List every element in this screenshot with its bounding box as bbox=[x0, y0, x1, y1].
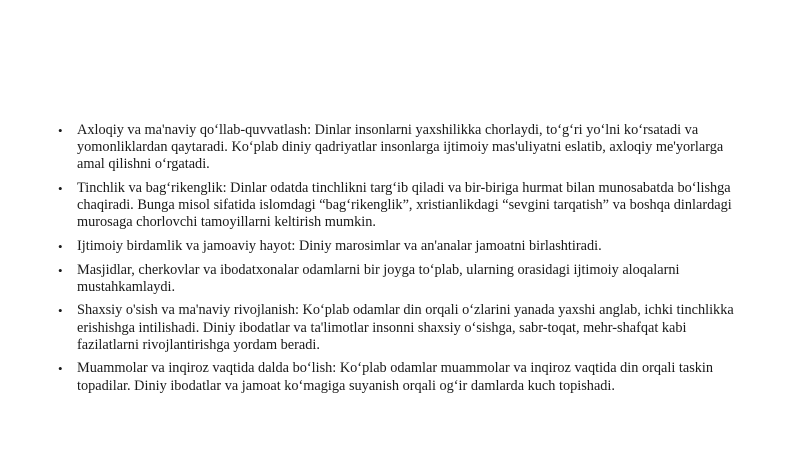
list-item bbox=[58, 238, 738, 255]
bullet-icon: • bbox=[58, 303, 63, 319]
list-item-text: Ijtimoiy birdamlik va jamoaviy hayot: Diniy marosimlar va an'analar jamoatni birlashtiradi. bbox=[77, 238, 602, 254]
list-item bbox=[58, 180, 738, 232]
list-item bbox=[58, 302, 738, 354]
list-item-text: Muammolar va inqiroz vaqtida dalda bo‘lish: Ko‘plab odamlar muammolar va inqiroz vaqtida din orqali taskin topadilar. Diniy ibodatlar va jamoat ko‘magiga suyanish orqali og‘ir damlarda kuch topishadi. bbox=[77, 360, 714, 394]
list-item bbox=[58, 122, 738, 174]
list-item bbox=[58, 360, 738, 394]
bullet-icon: • bbox=[58, 239, 63, 254]
list-item bbox=[58, 262, 738, 296]
bullet-icon: • bbox=[58, 361, 63, 377]
list-item-text: Tinchlik va bag‘rikenglik: Dinlar odatda tinchlikni targ‘ib qiladi va bir-biriga hurmat bilan munosabatda bo‘lishga chaqiradi. Bunga misol sifatida islomdagi “bag‘rikenglik”, xristianlikdagi “sevgini tarqatish” va boshqa dinlardagi murosaga chorlovchi tamoyillarni keltirish mumkin. bbox=[77, 180, 732, 231]
bullet-icon: • bbox=[58, 181, 63, 196]
bullet-icon: • bbox=[58, 123, 63, 138]
list-item-text: Axloqiy va ma'naviy qo‘llab-quvvatlash: Dinlar insonlarni yaxshilikka chorlaydi, to‘g‘ri yo‘lni ko‘rsatadi va yomonliklardan qaytaradi. Ko‘plab diniy qadriyatlar insonlarga ijtimoiy mas'uliyatni eslatib, axloqiy me'yorlarga amal qilishni o‘rgatadi. bbox=[77, 122, 724, 173]
bullet-list bbox=[58, 122, 738, 401]
list-item-text: Shaxsiy o'sish va ma'naviy rivojlanish: Ko‘plab odamlar din orqali o‘zlarini yanada yaxshi anglab, ichki tinchlikka erishishga intilishadi. Diniy ibodatlar va ta'limotlar insonni shaxsiy o‘sishga, sabr-toqat, mehr-shafqat kabi fazilatlarni rivojlantirishga yordam beradi. bbox=[77, 302, 734, 353]
bullet-icon: • bbox=[58, 262, 63, 278]
list-item-text: Masjidlar, cherkovlar va ibodatxonalar odamlarni bir joyga to‘plab, ularning orasidagi ijtimoiy aloqalarni mustahkamlaydi. bbox=[77, 261, 680, 295]
